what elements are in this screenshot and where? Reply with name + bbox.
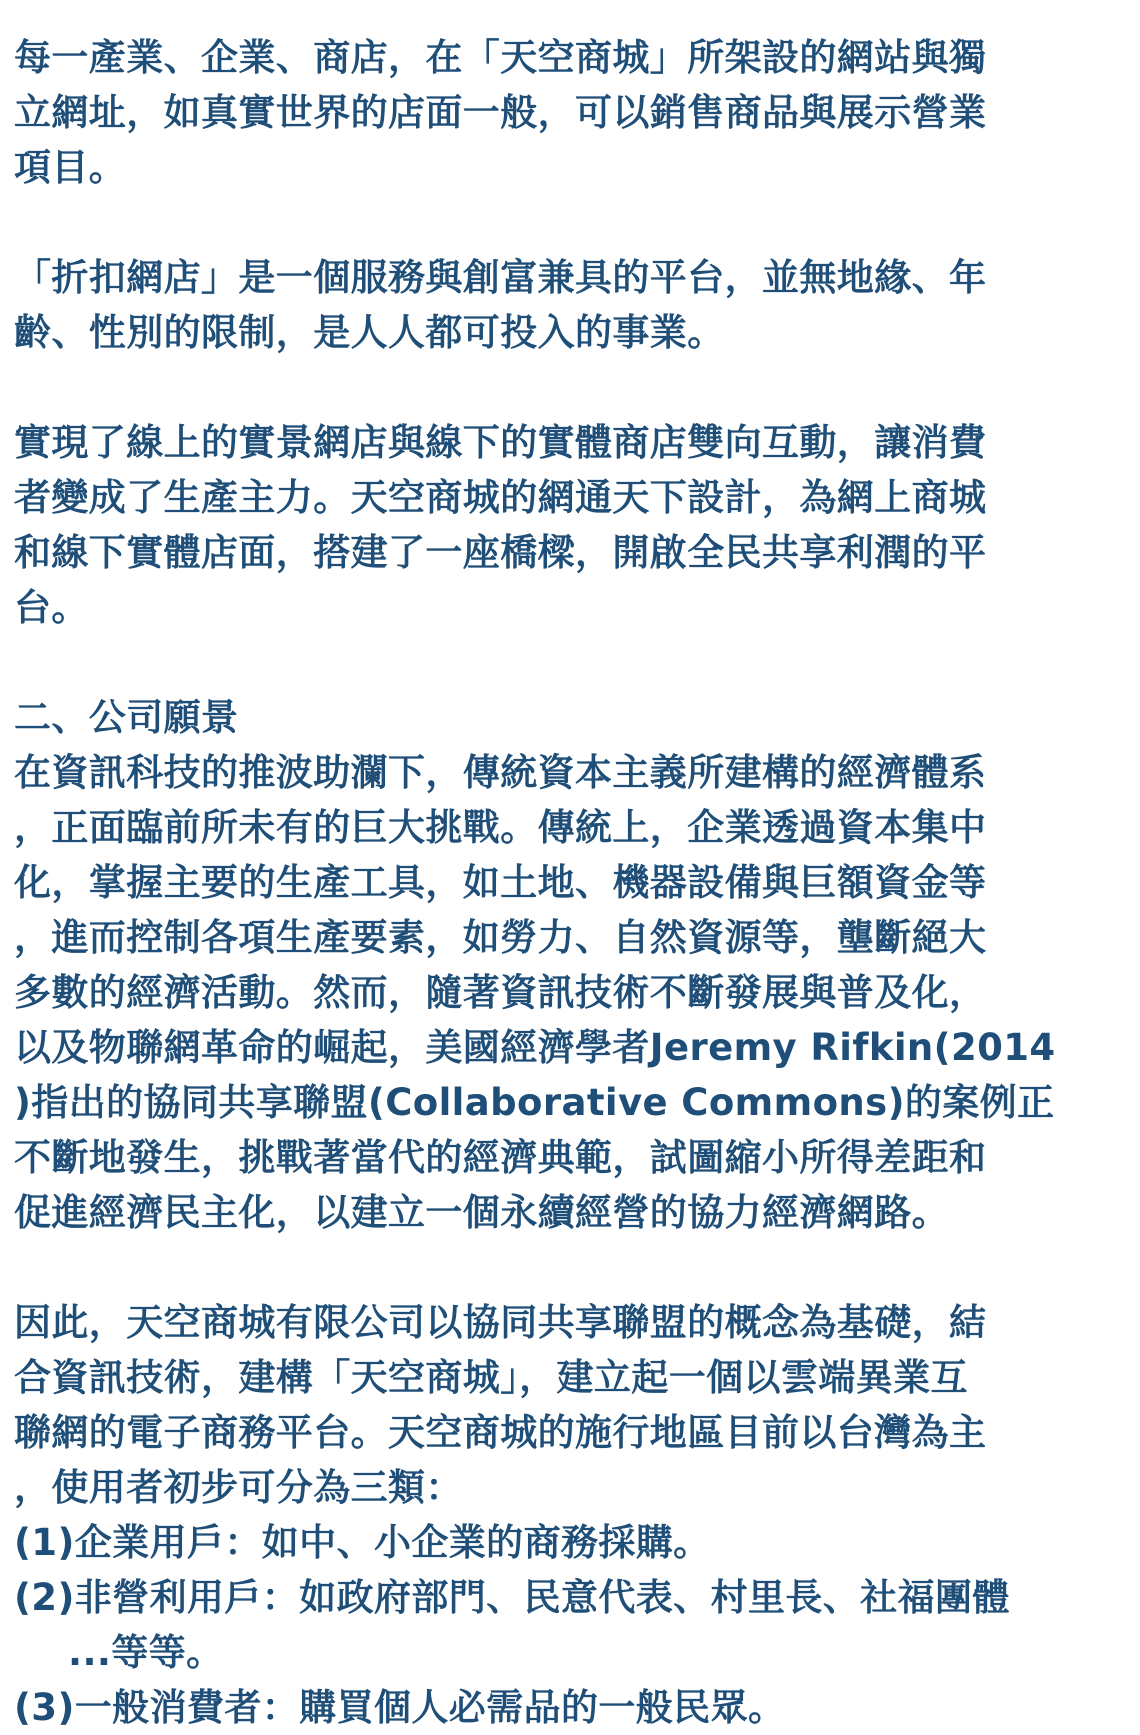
text-line: 和線下實體店面，搭建了一座橋樑，開啟全民共享利潤的平: [14, 531, 987, 574]
text-line: 因此，天空商城有限公司以協同共享聯盟的概念為基礎，結: [14, 1301, 987, 1344]
list-item-continuation: ...等等。: [68, 1631, 224, 1674]
text-line: 聯網的電子商務平台。天空商城的施行地區目前以台灣為主: [14, 1411, 987, 1454]
text-line: 者變成了生產主力。天空商城的網通天下設計，為網上商城: [14, 476, 987, 519]
text-line: 不斷地發生，挑戰著當代的經濟典範，試圖縮小所得差距和: [14, 1136, 987, 1179]
text-line: 台。: [14, 586, 89, 629]
list-item: (1)企業用戶：如中、小企業的商務採購。: [14, 1521, 711, 1564]
text-line: 實現了線上的實景網店與線下的實體商店雙向互動，讓消費: [14, 421, 987, 464]
text-line: 齡、性別的限制，是人人都可投入的事業。: [14, 311, 725, 354]
list-item: (3)一般消費者：購買個人必需品的一般民眾。: [14, 1686, 786, 1729]
text-line: 「折扣網店」是一個服務與創富兼具的平台，並無地緣、年: [14, 256, 987, 299]
paragraph-platform: [14, 1295, 1114, 1515]
paragraph-gap: [14, 1240, 1114, 1295]
paragraph-gap: [14, 635, 1114, 690]
user-type-list: [14, 1515, 1114, 1735]
text-line: 合資訊技術，建構「天空商城」，建立起一個以雲端異業互: [14, 1356, 968, 1399]
text-line: 在資訊科技的推波助瀾下，傳統資本主義所建構的經濟體系: [14, 751, 987, 794]
list-item: (2)非營利用戶：如政府部門、民意代表、村里長、社福團體: [14, 1576, 1010, 1619]
paragraph-online-offline: [14, 415, 1114, 635]
text-line: 每一產業、企業、商店，在「天空商城」所架設的網站與獨: [14, 36, 987, 79]
document-body: [14, 30, 1114, 1735]
text-line: ，使用者初步可分為三類：: [14, 1466, 463, 1509]
text-line: 以及物聯網革命的崛起，美國經濟學者Jeremy Rifkin(2014: [14, 1026, 1056, 1069]
paragraph-intro: [14, 30, 1114, 195]
text-line: 化，掌握主要的生產工具，如土地、機器設備與巨額資金等: [14, 861, 987, 904]
text-line: 項目。: [14, 146, 127, 189]
section-heading: 二、公司願景: [14, 696, 239, 739]
text-line: )指出的協同共享聯盟(Collaborative Commons)的案例正: [14, 1081, 1055, 1124]
paragraph-gap: [14, 360, 1114, 415]
text-line: 立網址，如真實世界的店面一般，可以銷售商品與展示營業: [14, 91, 987, 134]
paragraph-gap: [14, 195, 1114, 250]
text-line: 多數的經濟活動。然而，隨著資訊技術不斷發展與普及化，: [14, 971, 987, 1014]
text-line: 促進經濟民主化，以建立一個永續經營的協力經濟網路。: [14, 1191, 949, 1234]
paragraph-discount-shop: [14, 250, 1114, 360]
text-line: ，進而控制各項生產要素，如勞力、自然資源等，壟斷絕大: [14, 916, 987, 959]
text-line: ，正面臨前所未有的巨大挑戰。傳統上，企業透過資本集中: [14, 806, 987, 849]
paragraph-vision: [14, 745, 1114, 1240]
